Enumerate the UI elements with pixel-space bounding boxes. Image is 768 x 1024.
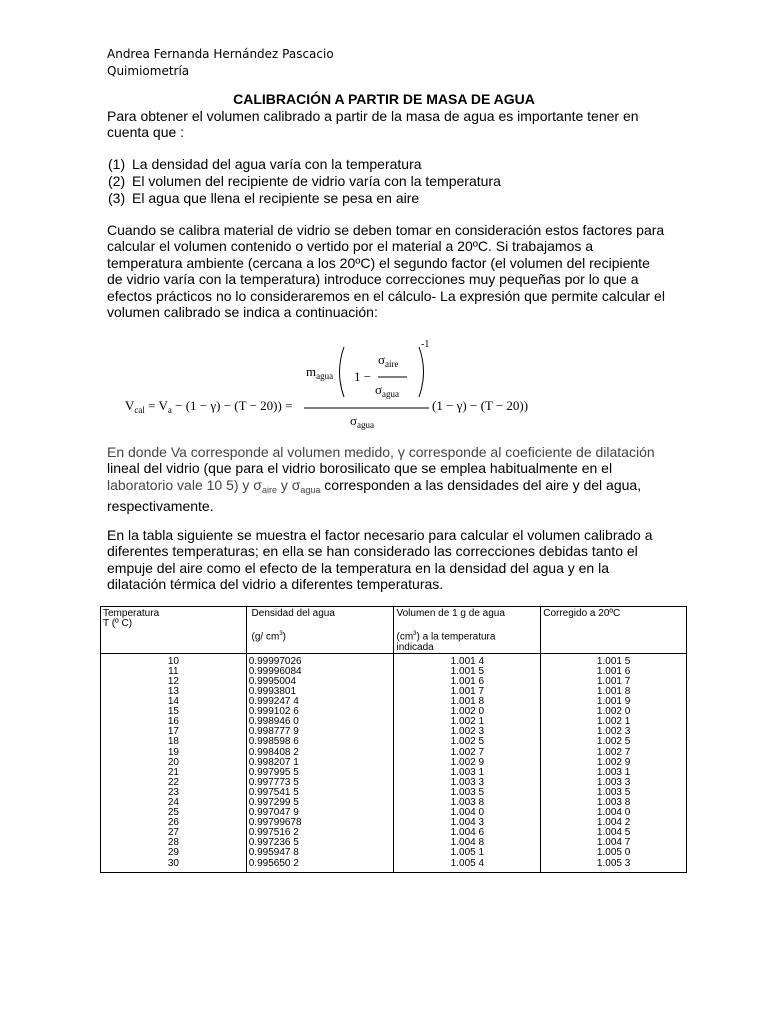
cell-density: 0.997047 9 bbox=[246, 808, 394, 818]
cell-volume: 1.005 1 bbox=[394, 848, 541, 858]
formula-text: 1 − bbox=[354, 369, 372, 384]
header-corrected: Corregido a 20ºC bbox=[541, 607, 687, 654]
formula-text: $\sigma_{aire}$ bbox=[378, 352, 399, 369]
cell-temperature: 11 bbox=[101, 667, 247, 677]
cell-corrected: 1.002 3 bbox=[541, 727, 687, 737]
cell-temperature: 20 bbox=[101, 758, 247, 768]
formula-text: $m_{agua}$ bbox=[306, 364, 334, 381]
cell-corrected: 1.005 3 bbox=[541, 859, 687, 873]
cell-density: 0.999247 4 bbox=[246, 697, 394, 707]
factor-number: (2) bbox=[108, 172, 126, 189]
cell-temperature: 15 bbox=[101, 707, 247, 717]
cell-volume: 1.002 3 bbox=[394, 727, 541, 737]
cell-volume: 1.003 3 bbox=[394, 778, 541, 788]
author-name: Andrea Fernanda Hernández Pascacio bbox=[107, 47, 334, 61]
cell-corrected: 1.002 7 bbox=[541, 748, 687, 758]
cell-corrected: 1.001 9 bbox=[541, 697, 687, 707]
calibration-table bbox=[100, 606, 687, 873]
cell-temperature: 17 bbox=[101, 727, 247, 737]
calibration-formula bbox=[125, 335, 545, 435]
cell-density: 0.998598 6 bbox=[246, 737, 394, 747]
header-density: Densidad del agua (g/ $cm^3$) bbox=[246, 607, 394, 654]
factor-number: (3) bbox=[108, 189, 126, 206]
cell-corrected: 1.004 7 bbox=[541, 838, 687, 848]
cell-density: 0.997773 5 bbox=[246, 778, 394, 788]
cell-corrected: 1.002 5 bbox=[541, 737, 687, 747]
cell-volume: 1.001 5 bbox=[394, 667, 541, 677]
cell-volume: 1.004 6 bbox=[394, 828, 541, 838]
cell-density: 0.99996084 bbox=[246, 667, 394, 677]
cell-density: 0.997299 5 bbox=[246, 798, 394, 808]
cell-volume: 1.002 7 bbox=[394, 748, 541, 758]
factor-item bbox=[108, 190, 501, 207]
cell-density: 0.995650 2 bbox=[246, 859, 394, 873]
cell-volume: 1.003 1 bbox=[394, 768, 541, 778]
table-intro-paragraph: En la tabla siguiente se muestra el factor necesario para calcular el volumen calibrado a diferentes temperaturas; en ella se han considerado las correcciones debidas tanto el empuje del aire como el efecto de la temperatura en la densidad del agua y en la dilatación térmica del vidrio a diferentes temperaturas. bbox=[107, 527, 653, 593]
cell-density: 0.9995004 bbox=[246, 677, 394, 687]
cell-temperature: 29 bbox=[101, 848, 247, 858]
formula-exponent: -1 bbox=[421, 339, 430, 350]
cell-density: 0.998207 1 bbox=[246, 758, 394, 768]
cell-corrected: 1.002 1 bbox=[541, 717, 687, 727]
cell-volume: 1.001 8 bbox=[394, 697, 541, 707]
factor-text: El volumen del recipiente de vidrio varía con la temperatura bbox=[132, 172, 501, 189]
cell-volume: 1.001 6 bbox=[394, 677, 541, 687]
cell-temperature: 26 bbox=[101, 818, 247, 828]
cell-temperature: 25 bbox=[101, 808, 247, 818]
table-header-row bbox=[101, 607, 687, 654]
cell-density: 0.998946 0 bbox=[246, 717, 394, 727]
cell-corrected: 1.004 5 bbox=[541, 828, 687, 838]
factor-list bbox=[108, 156, 501, 206]
cell-volume: 1.004 0 bbox=[394, 808, 541, 818]
cell-density: 0.999102 6 bbox=[246, 707, 394, 717]
cell-corrected: 1.003 8 bbox=[541, 798, 687, 808]
factor-text: La densidad del agua varía con la temperatura bbox=[132, 156, 422, 172]
cell-volume: 1.001 4 bbox=[394, 653, 541, 667]
cell-corrected: 1.004 2 bbox=[541, 818, 687, 828]
cell-density: 0.995947 8 bbox=[246, 848, 394, 858]
cell-corrected: 1.003 3 bbox=[541, 778, 687, 788]
cell-volume: 1.003 8 bbox=[394, 798, 541, 808]
cell-corrected: 1.003 5 bbox=[541, 788, 687, 798]
cell-volume: 1.002 9 bbox=[394, 758, 541, 768]
table-row bbox=[101, 653, 687, 667]
cell-temperature: 14 bbox=[101, 697, 247, 707]
cell-volume: 1.002 1 bbox=[394, 717, 541, 727]
cell-corrected: 1.001 8 bbox=[541, 687, 687, 697]
right-paren bbox=[419, 347, 424, 397]
cell-temperature: 13 bbox=[101, 687, 247, 697]
cell-density: 0.998408 2 bbox=[246, 748, 394, 758]
intro-paragraph: Para obtener el volumen calibrado a partir de la masa de agua es importante tener en cuenta que : bbox=[107, 108, 639, 141]
cell-temperature: 19 bbox=[101, 748, 247, 758]
cell-corrected: 1.001 5 bbox=[541, 653, 687, 667]
cell-density: 0.997995 5 bbox=[246, 768, 394, 778]
cell-corrected: 1.001 6 bbox=[541, 667, 687, 677]
factor-item bbox=[108, 156, 501, 173]
cell-volume: 1.003 5 bbox=[394, 788, 541, 798]
header-temperature: Temperatura T (º C) bbox=[101, 607, 247, 654]
cell-temperature: 18 bbox=[101, 737, 247, 747]
cell-temperature: 24 bbox=[101, 798, 247, 808]
cell-density: 0.99799678 bbox=[246, 818, 394, 828]
cell-temperature: 23 bbox=[101, 788, 247, 798]
cell-corrected: 1.005 0 bbox=[541, 848, 687, 858]
cell-corrected: 1.002 0 bbox=[541, 707, 687, 717]
document-title: CALIBRACIÓN A PARTIR DE MASA DE AGUA bbox=[233, 91, 535, 107]
factor-text: El agua que llena el recipiente se pesa en aire bbox=[132, 189, 420, 206]
formula-text: (1 − γ) − (T − 20)) bbox=[432, 398, 529, 413]
cell-density: 0.9993801 bbox=[246, 687, 394, 697]
cell-temperature: 16 bbox=[101, 717, 247, 727]
cell-volume: 1.004 8 bbox=[394, 838, 541, 848]
formula-text: $V_{cal} = V_a - (1 - \gamma) - (T - 20)$) = bbox=[125, 398, 293, 415]
factor-number: (1) bbox=[108, 156, 126, 172]
cell-temperature: 12 bbox=[101, 677, 247, 687]
formula-text: $\sigma_{agua}$ bbox=[375, 382, 400, 399]
cell-density: 0.998777 9 bbox=[246, 727, 394, 737]
cell-corrected: 1.003 1 bbox=[541, 768, 687, 778]
formula-text: $\sigma_{agua}$ bbox=[350, 413, 375, 430]
left-paren bbox=[340, 347, 345, 397]
cell-corrected: 1.001 7 bbox=[541, 677, 687, 687]
cell-volume: 1.002 5 bbox=[394, 737, 541, 747]
explanation-paragraph: Cuando se calibra material de vidrio se deben tomar en consideración estos factores para calcular el volumen contenido o vertido por el material a 20ºC. Si trabajamos a temperatura ambiente (cercana a los 20ºC) el segundo factor (el volumen del recipiente de vidrio varía con la temperatura) introduce correcciones muy pequeñas por lo que a efectos prácticos no lo consideraremos en el cálculo- La expresión que permite calcular el volumen calibrado se indica a continuación: bbox=[107, 222, 665, 321]
subject-name: Quimiometría bbox=[107, 64, 190, 78]
cell-density: 0.997541 5 bbox=[246, 788, 394, 798]
formula-lines bbox=[125, 335, 545, 435]
cell-temperature: 21 bbox=[101, 768, 247, 778]
cell-temperature: 30 bbox=[101, 859, 247, 873]
table-row bbox=[101, 859, 687, 873]
factor-item bbox=[108, 173, 501, 190]
cell-volume: 1.005 4 bbox=[394, 859, 541, 873]
cell-density: 0.997236 5 bbox=[246, 838, 394, 848]
cell-temperature: 28 bbox=[101, 838, 247, 848]
cell-temperature: 10 bbox=[101, 653, 247, 667]
cell-temperature: 27 bbox=[101, 828, 247, 838]
cell-temperature: 22 bbox=[101, 778, 247, 788]
cell-corrected: 1.004 0 bbox=[541, 808, 687, 818]
cell-volume: 1.001 7 bbox=[394, 687, 541, 697]
variables-paragraph: En donde Va corresponde al volumen medido, γ corresponde al coeficiente de dilatación lineal del vidrio (que para el vidrio borosilicato que se emplea habitualmente en el laboratorio vale 10 5) y $\sigma_{aire}$ y $\sigma_{agua}$ corresponden a las densidades del aire y del agua, respectivamente. bbox=[107, 444, 655, 515]
cell-density: 0.99997026 bbox=[246, 653, 394, 667]
cell-volume: 1.002 0 bbox=[394, 707, 541, 717]
cell-density: 0.997516 2 bbox=[246, 828, 394, 838]
cell-corrected: 1.002 9 bbox=[541, 758, 687, 768]
header-volume: Volumen de 1 g de agua $(cm^3)$ a la temperatura indicada bbox=[394, 607, 541, 654]
table-body bbox=[101, 653, 687, 872]
cell-volume: 1.004 3 bbox=[394, 818, 541, 828]
